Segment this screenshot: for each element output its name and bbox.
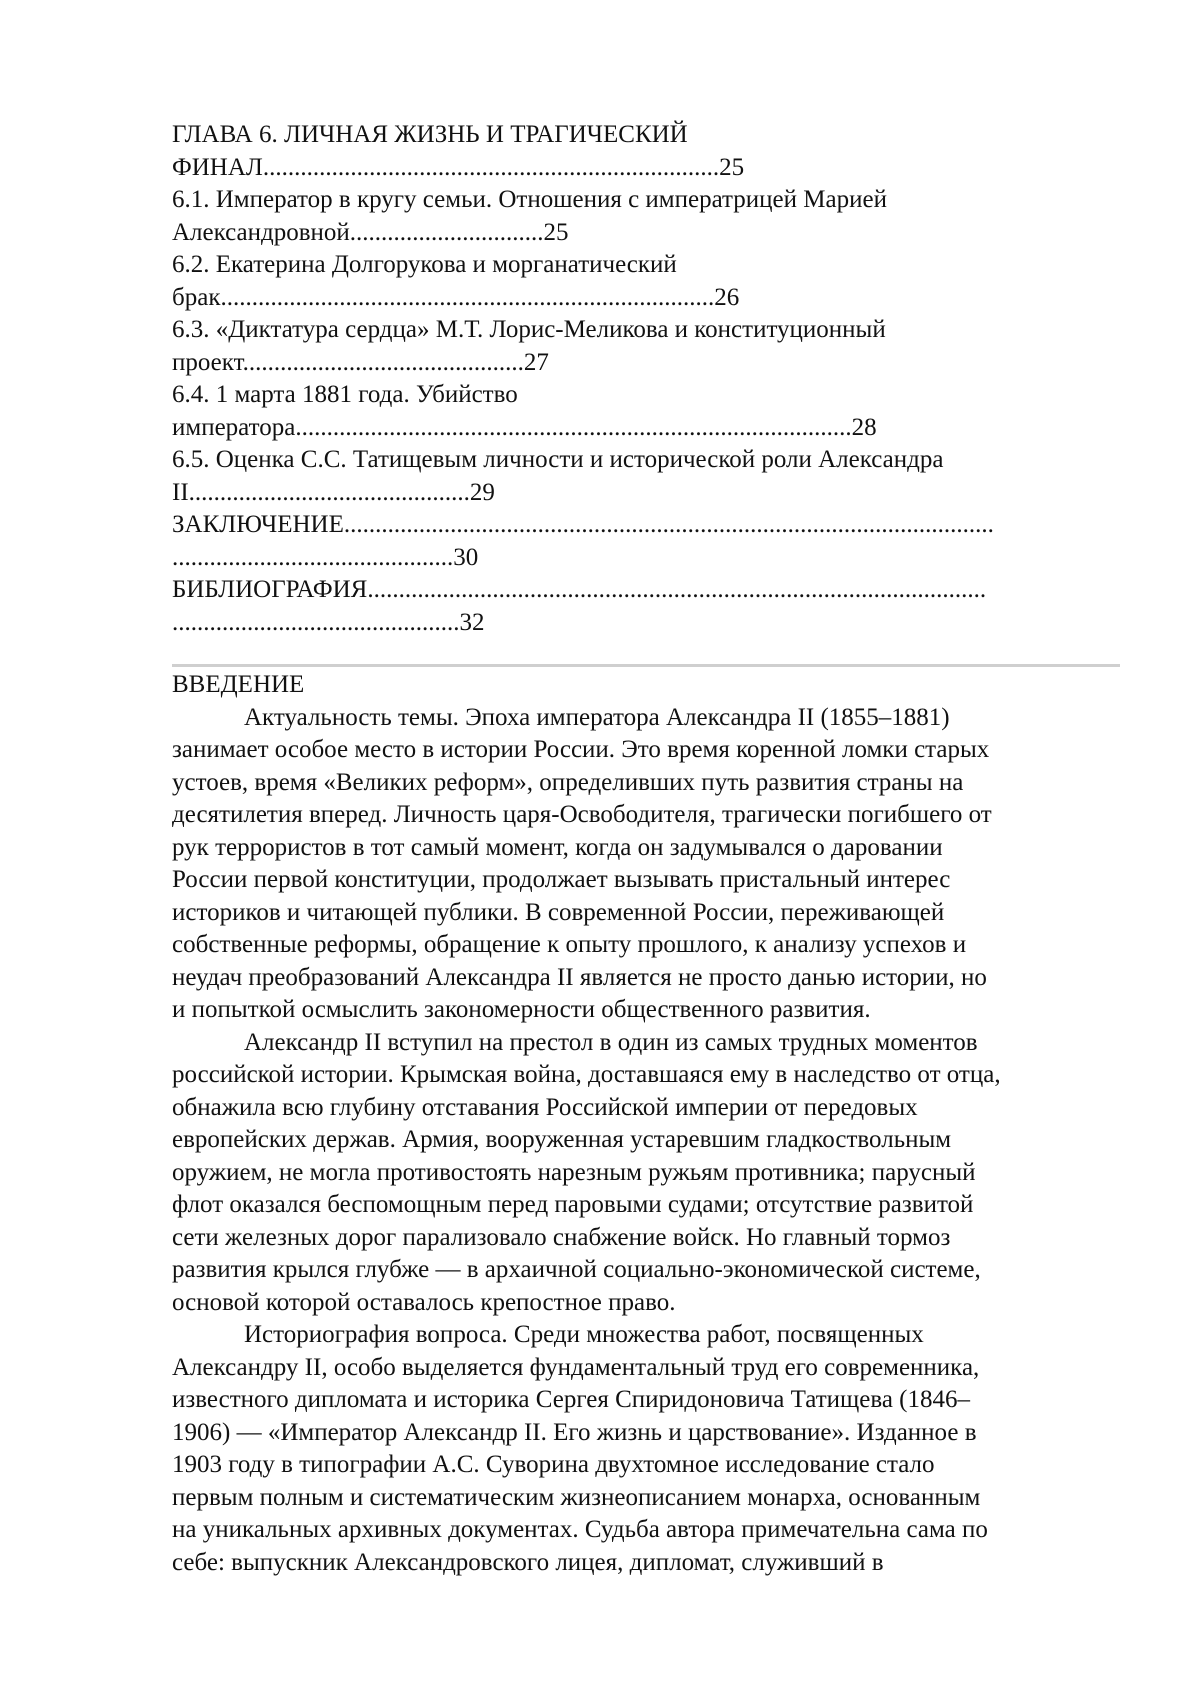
paragraph-line: себе: выпускник Александровского лицея, дипломат, служивший в	[172, 1548, 884, 1576]
toc-entry-6-1	[172, 184, 1132, 249]
paragraph-line: 1903 году в типографии А.С. Суворина двухтомное исследование стало	[172, 1451, 935, 1478]
toc-line: 6.1. Император в кругу семьи. Отношения с императрицей Марией	[172, 186, 887, 213]
toc-entry-conclusion	[172, 509, 1132, 574]
toc-line: ГЛАВА 6. ЛИЧНАЯ ЖИЗНЬ И ТРАГИЧЕСКИЙ	[172, 121, 688, 148]
toc-line: II.............................................29	[172, 478, 495, 506]
toc-line: БИБЛИОГРАФИЯ...................................................................................................	[172, 576, 987, 603]
toc-line: брак...............................................................................26	[172, 283, 740, 311]
toc-entry-6-4	[172, 379, 1132, 444]
paragraph-line: 1906) — «Император Александр II. Его жизнь и царствование». Изданное в	[172, 1418, 977, 1446]
introduction-section	[172, 669, 1132, 1579]
toc-entry-6-3	[172, 314, 1132, 379]
toc-entry-bibliography	[172, 574, 1132, 639]
toc-line: 6.3. «Диктатура сердца» М.Т. Лорис-Меликова и конституционный	[172, 316, 886, 343]
paragraph-line: известного дипломата и историка Сергея Спиридоновича Татищева (1846–	[172, 1386, 971, 1413]
paragraph-line: России первой конституции, продолжает вызывать пристальный интерес	[172, 866, 951, 893]
paragraph-line: первым полным и систематическим жизнеописанием монарха, основанным	[172, 1483, 981, 1511]
toc-line: ФИНАЛ.........................................................................25	[172, 153, 745, 181]
paragraph-line: устоев, время «Великих реформ», определивших путь развития страны на	[172, 768, 964, 796]
paragraph-line: обнажила всю глубину отставания Российской империи от передовых	[172, 1093, 918, 1121]
toc-line: .............................................30	[172, 543, 479, 571]
paragraph-line: рук террористов в тот самый момент, когда он задумывался о даровании	[172, 833, 943, 861]
section-title: ВВЕДЕНИЕ	[172, 671, 305, 698]
toc-line: ЗАКЛЮЧЕНИЕ........................................................................................................	[172, 511, 994, 538]
paragraph-line: сети железных дорог парализовало снабжение войск. Но главный тормоз	[172, 1223, 951, 1251]
toc-entry-6-5	[172, 444, 1132, 509]
paragraph-line: Александру II, особо выделяется фундаментальный труд его современника,	[172, 1353, 980, 1381]
toc-line: ..............................................32	[172, 608, 485, 636]
paragraph-line: флот оказался беспомощным перед паровыми судами; отсутствие развитой	[172, 1191, 974, 1218]
paragraph-line: на уникальных архивных документах. Судьба автора примечательна сама по	[172, 1516, 988, 1543]
toc-line: 6.4. 1 марта 1881 года. Убийство	[172, 381, 518, 408]
toc-entry-6-2	[172, 249, 1132, 314]
paragraph-accession	[172, 1027, 1132, 1320]
paragraph-line: десятилетия вперед. Личность царя-Освободителя, трагически погибшего от	[172, 801, 992, 828]
paragraph-line: европейских держав. Армия, вооруженная устаревшим гладкоствольным	[172, 1126, 952, 1153]
paragraph-line: историков и читающей публики. В современной России, переживающей	[172, 898, 945, 926]
paragraph-line: неудач преобразований Александра II является не просто данью истории, но	[172, 963, 987, 991]
toc-line: проект.............................................27	[172, 348, 549, 376]
paragraph-line: собственные реформы, обращение к опыту прошлого, к анализу успехов и	[172, 931, 967, 958]
paragraph-line: основой которой оставалось крепостное право.	[172, 1288, 676, 1316]
paragraph-line: Александр II вступил на престол в один из самых трудных моментов	[244, 1028, 978, 1056]
paragraph-line: и попыткой осмыслить закономерности общественного развития.	[172, 996, 871, 1023]
table-of-contents	[172, 119, 1132, 639]
toc-line: 6.2. Екатерина Долгорукова и морганатический	[172, 251, 677, 278]
toc-line: императора.........................................................................................28	[172, 413, 877, 441]
paragraph-line: Актуальность темы. Эпоха императора Александра II (1855–1881)	[244, 703, 950, 731]
paragraph-line: российской истории. Крымская война, доставшаяся ему в наследство от отца,	[172, 1061, 1001, 1088]
paragraph-historiography	[172, 1319, 1132, 1579]
page-break-divider	[172, 664, 1120, 667]
paragraph-line: занимает особое место в истории России. Это время коренной ломки старых	[172, 736, 990, 763]
toc-line: 6.5. Оценка С.С. Татищевым личности и исторической роли Александра	[172, 446, 944, 473]
paragraph-relevance	[172, 702, 1132, 1027]
paragraph-line: Историография вопроса. Среди множества работ, посвященных	[244, 1321, 924, 1348]
paragraph-line: развития крылся глубже — в архаичной социально-экономической системе,	[172, 1256, 981, 1283]
paragraph-line: оружием, не могла противостоять нарезным ружьям противника; парусный	[172, 1158, 976, 1186]
toc-entry-chapter-6	[172, 119, 1132, 184]
toc-line: Александровной...............................25	[172, 218, 569, 246]
